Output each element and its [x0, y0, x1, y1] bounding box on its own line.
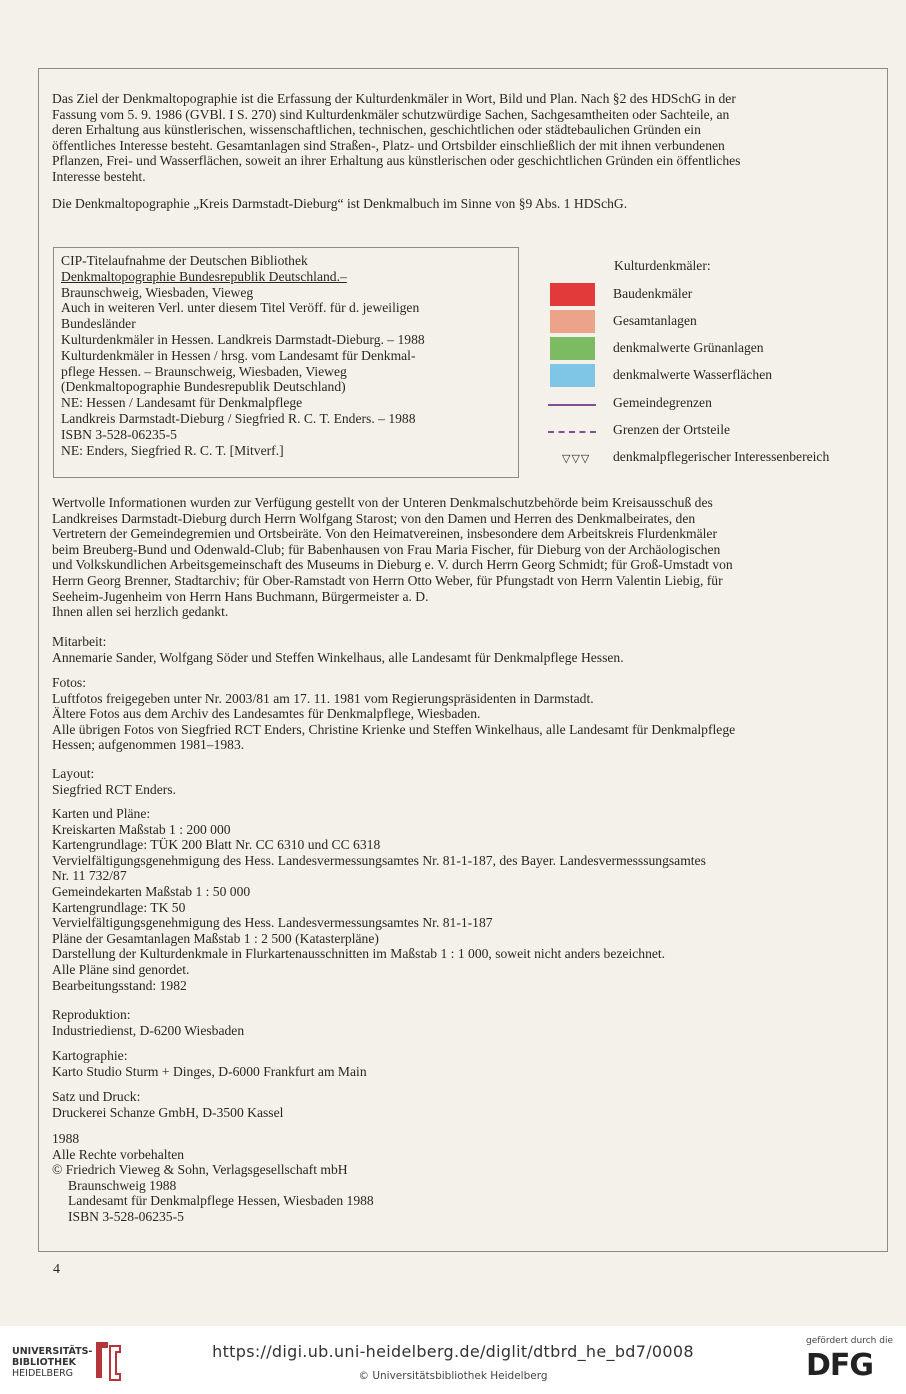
legend-swatch-gesamtanlagen: [550, 310, 595, 333]
thanks-line: Landkreises Darmstadt-Dieburg durch Herrn Wolfgang Starost; von den Damen und Herren des Denkmalbeirates, den: [52, 510, 696, 526]
karten-line: Gemeindekarten Maßstab 1 : 50 000: [52, 883, 251, 899]
layout-text: Siegfried RCT Enders.: [52, 781, 176, 797]
legend-label-ortsteile: Grenzen der Ortsteile: [613, 422, 731, 437]
cip-line: NE: Enders, Siegfried R. C. T. [Mitverf.]: [61, 442, 284, 458]
footer-copyright: © Universitätsbibliothek Heidelberg: [358, 1370, 548, 1382]
repro-heading: Reproduktion:: [52, 1007, 131, 1022]
imprint-year: 1988: [52, 1131, 80, 1146]
repro-section: [52, 1007, 244, 1038]
satz-heading: Satz und Druck:: [52, 1089, 141, 1104]
intro-line: Pflanzen, Frei- und Wasserflächen, soweit an ihrer Erhaltung aus künstlerischen oder geschichtlichen Gründen ein öffentliches: [52, 153, 741, 169]
footer-bar: [0, 1326, 906, 1394]
ub-logo-line: UNIVERSITÄTS-: [12, 1346, 93, 1357]
cip-line: NE: Hessen / Landesamt für Denkmalpflege: [61, 395, 303, 411]
cip-line: (Denkmaltopographie Bundesrepublik Deutschland): [61, 379, 346, 395]
layout-section: [52, 766, 176, 797]
ub-logo-line: HEIDELBERG: [12, 1368, 74, 1379]
fotos-line: Hessen; aufgenommen 1981–1983.: [52, 737, 245, 753]
cip-line: pflege Hessen. – Braunschweig, Wiesbaden, Vieweg: [61, 363, 347, 379]
thanks-line: Seeheim-Jugenheim von Herrn Hans Buchmann, Bürgermeister a. D.: [52, 588, 429, 604]
legend-swatch-wasserflaechen: [550, 364, 595, 387]
thanks-line: und Volkskundlichen Arbeitsgemeinschaft des Museums in Dieburg e. V. durch Herrn Georg Schmidt; für Groß-Umstadt von: [52, 557, 733, 573]
karten-line: Nr. 11 732/87: [52, 868, 127, 884]
legend-triangle-icon: ▽▽▽: [562, 452, 591, 465]
cip-line: ISBN 3-528-06235-5: [61, 426, 177, 442]
cip-box: [53, 247, 519, 478]
karten-heading: Karten und Pläne:: [52, 806, 151, 821]
kartographie-text: Karto Studio Sturm + Dinges, D-6000 Frankfurt am Main: [52, 1063, 367, 1079]
karten-line: Bearbeitungsstand: 1982: [52, 977, 187, 993]
page-number: 4: [53, 1262, 60, 1277]
legend-label-gruenanlagen: denkmalwerte Grünanlagen: [613, 340, 764, 355]
mitarbeit-heading: Mitarbeit:: [52, 634, 107, 649]
cip-line: Kulturdenkmäler in Hessen / hrsg. vom Landesamt für Denkmal-: [61, 347, 416, 363]
mitarbeit-section: [52, 634, 624, 665]
thanks-line: Wertvolle Informationen wurden zur Verfügung gestellt von der Unteren Denkmalschutzbehörde beim Kreisausschuß des: [52, 495, 713, 510]
fotos-heading: Fotos:: [52, 675, 86, 690]
legend-label-interessenbereich: denkmalpflegerischer Interessenbereich: [613, 449, 830, 464]
legend-swatch-gruenanlagen: [550, 337, 595, 360]
karten-line: Vervielfältigungsgenehmigung des Hess. Landesvermessungsamtes Nr. 81-1-187: [52, 915, 493, 931]
intro-line: deren Erhaltung aus künstlerischen, wissenschaftlichen, technischen, geschichtlichen oder städtebaulichen Gründen ein: [52, 122, 701, 138]
thanks-line: Herrn Georg Brenner, Stadtarchiv; für Ober-Ramstadt von Herrn Otto Weber, für Pfungstadt von Herrn Valentin Liebig, für: [52, 572, 723, 588]
legend-title: Kulturdenkmäler:: [614, 258, 711, 273]
karten-line: Alle Pläne sind genordet.: [52, 961, 190, 977]
thanks-line: beim Breuberg-Bund und Odenwald-Club; für Babenhausen von Frau Maria Fischer, für Dieburg von der Archäologischen: [52, 541, 721, 557]
intro-line: öffentliches Interesse besteht. Gesamtanlagen sind Straßen-, Platz- und Ortsbilder einschließlich der mit ihnen verbundenen: [52, 137, 725, 153]
mitarbeit-text: Annemarie Sander, Wolfgang Söder und Steffen Winkelhaus, alle Landesamt für Denkmalpflege Hessen.: [52, 649, 624, 665]
cip-line: Denkmaltopographie Bundesrepublik Deutschland.–: [61, 268, 347, 284]
intro-line: Das Ziel der Denkmaltopographie ist die Erfassung der Kulturdenkmäler in Wort, Bild und Plan. Nach §2 des HDSchG in der: [52, 91, 736, 106]
intro-paragraph: [52, 91, 876, 185]
cip-line: Braunschweig, Wiesbaden, Vieweg: [61, 284, 254, 300]
repro-text: Industriedienst, D-6200 Wiesbaden: [52, 1022, 245, 1038]
legend-line-ortsteile: [548, 431, 596, 433]
fotos-line: Alle übrigen Fotos von Siegfried RCT Enders, Christine Krienke und Steffen Winkelhaus, alle Landesamt für Denkmalpflege: [52, 721, 736, 737]
intro-line: Fassung vom 5. 9. 1986 (GVBl. I S. 270) sind Kulturdenkmäler schutzwürdige Sachen, Sachgesamtheiten oder Sachteile, an: [52, 106, 730, 122]
fotos-line: Luftfotos freigegeben unter Nr. 2003/81 am 17. 11. 1981 vom Regierungspräsidenten in Darmstadt.: [52, 690, 594, 706]
imprint-sub-line: Landesamt für Denkmalpflege Hessen, Wiesbaden 1988: [68, 1193, 374, 1209]
cip-line: CIP-Titelaufnahme der Deutschen Bibliothek: [61, 253, 308, 268]
cip-line: Bundesländer: [61, 316, 136, 332]
cip-line: Landkreis Darmstadt-Dieburg / Siegfried R. C. T. Enders. – 1988: [61, 410, 416, 426]
karten-line: Kartengrundlage: TK 50: [52, 899, 186, 915]
legend-swatch-baudenkmaeler: [550, 283, 595, 306]
satz-text: Druckerei Schanze GmbH, D-3500 Kassel: [52, 1104, 284, 1120]
fotos-section: [52, 675, 735, 753]
source-url-link[interactable]: https://digi.ub.uni-heidelberg.de/diglit/dtbrd_he_bd7/0008: [212, 1342, 694, 1361]
cip-line: Kulturdenkmäler in Hessen. Landkreis Darmstadt-Dieburg. – 1988: [61, 331, 425, 347]
karten-line: Pläne der Gesamtanlagen Maßstab 1 : 2 500 (Katasterpläne): [52, 930, 379, 946]
thanks-line: Ihnen allen sei herzlich gedankt.: [52, 604, 229, 620]
karten-line: Kartengrundlage: TÜK 200 Blatt Nr. CC 6310 und CC 6318: [52, 837, 381, 853]
imprint-sub-line: ISBN 3-528-06235-5: [68, 1208, 184, 1224]
intro-denkmalbuch: Die Denkmaltopographie „Kreis Darmstadt-Dieburg“ ist Denkmalbuch im Sinne von §9 Abs. 1 HDSchG.: [52, 196, 628, 211]
kartographie-section: [52, 1048, 367, 1079]
karten-section: [52, 806, 706, 993]
legend-line-gemeindegrenzen: [548, 404, 596, 406]
layout-heading: Layout:: [52, 766, 95, 781]
legend-label-gesamtanlagen: Gesamtanlagen: [613, 313, 697, 328]
dfg-caption: gefördert durch die: [806, 1336, 893, 1346]
thanks-line: Vertretern der Gemeindegremien und Ortsbeiräte. Von den Heimatvereinen, insbesondere dem Arbeitskreis Flurdenkmäler: [52, 526, 717, 542]
dfg-logo[interactable]: DFG: [806, 1348, 874, 1383]
legend-label-baudenkmaeler: Baudenkmäler: [613, 286, 693, 301]
intro-line: Interesse besteht.: [52, 168, 146, 184]
thanks-paragraph: [52, 495, 733, 620]
imprint-sub-line: Braunschweig 1988: [68, 1177, 177, 1193]
imprint-copyright: © Friedrich Vieweg & Sohn, Verlagsgesellschaft mbH: [52, 1162, 348, 1178]
ub-logo-line: BIBLIOTHEK: [12, 1357, 76, 1368]
kartographie-heading: Kartographie:: [52, 1048, 128, 1063]
fotos-line: Ältere Fotos aus dem Archiv des Landesamtes für Denkmalpflege, Wiesbaden.: [52, 706, 481, 722]
legend-label-wasserflaechen: denkmalwerte Wasserflächen: [613, 367, 773, 382]
karten-line: Kreiskarten Maßstab 1 : 200 000: [52, 821, 231, 837]
legend-label-gemeindegrenzen: Gemeindegrenzen: [613, 395, 712, 410]
imprint-section: [52, 1131, 374, 1225]
imprint-rights: Alle Rechte vorbehalten: [52, 1146, 185, 1162]
cip-line: Auch in weiteren Verl. unter diesem Titel Veröff. für d. jeweiligen: [61, 300, 420, 316]
karten-line: Vervielfältigungsgenehmigung des Hess. Landesvermessungsamtes Nr. 81-1-187, des Bayer. Landesvermesssungsamtes: [52, 852, 706, 868]
karten-line: Darstellung der Kulturdenkmale in Flurkartenausschnitten im Maßstab 1 : 1 000, soweit nicht anders bezeichnet.: [52, 946, 666, 962]
satz-section: [52, 1089, 283, 1120]
